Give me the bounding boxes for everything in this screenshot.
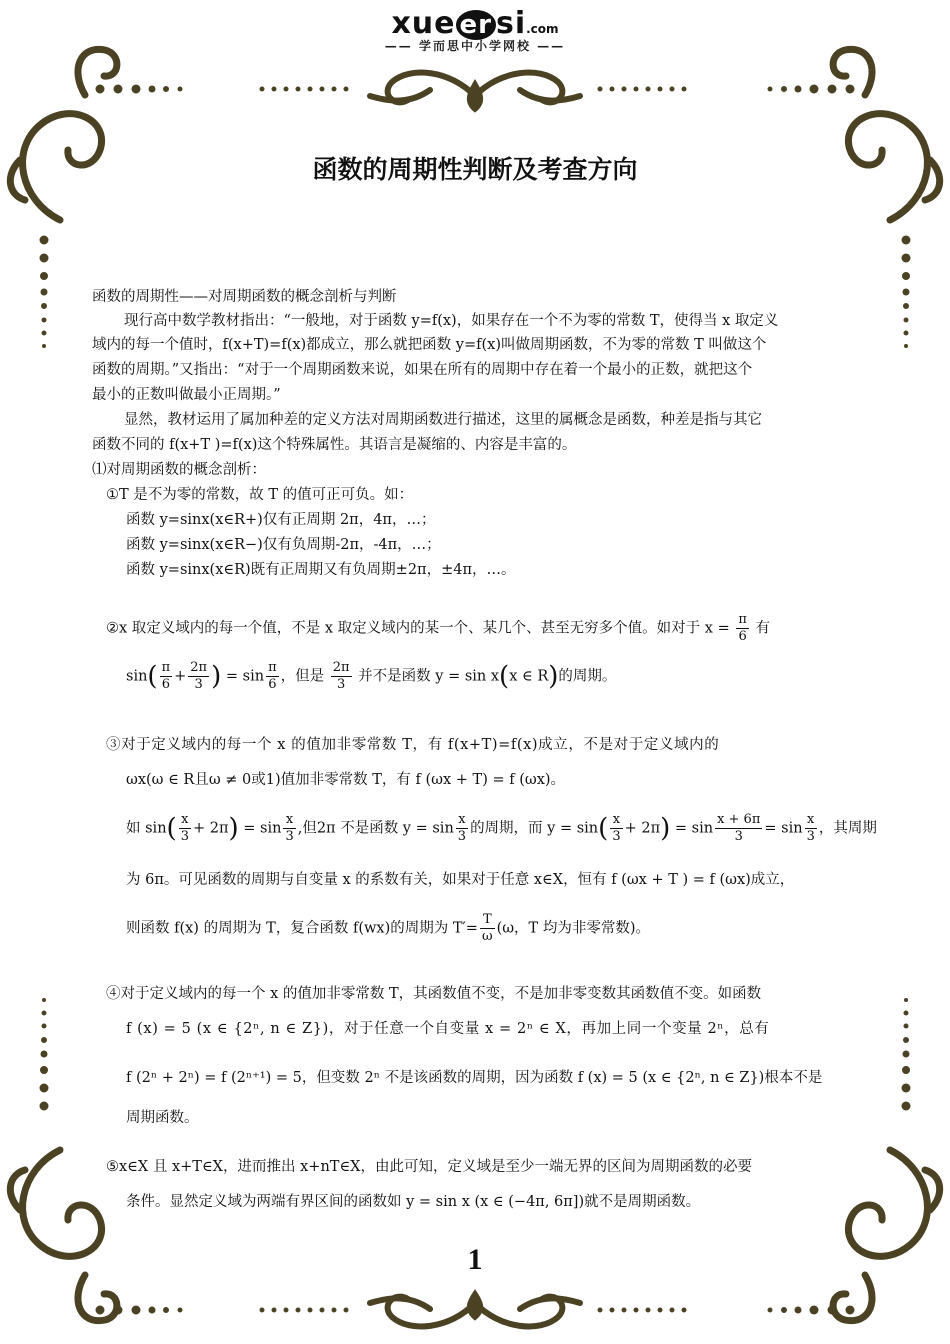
page-number: 1 bbox=[467, 1243, 483, 1276]
paragraph-2-line-2: 函数不同的 f(x+T )=f(x)这个特殊属性。其语言是凝缩的、内容是丰富的。 bbox=[92, 437, 577, 453]
paragraph-1-line-2: 域内的每一个值时，f(x+T)=f(x)都成立，那么就把函数 y=f(x)叫做周期函数，不为零的常数 T 叫做这个 bbox=[92, 337, 767, 353]
right-side-dots bbox=[902, 236, 910, 1110]
top-dots-left bbox=[96, 85, 348, 93]
item-4-line-3: f (2ⁿ + 2ⁿ) = f (2ⁿ⁺¹) = 5，但变数 2ⁿ 不是该函数的周期，因为函数 f (x) = 5 (x ∈ {2ⁿ, n ∈ Z})根本不是 bbox=[126, 1070, 823, 1086]
paragraph-1-line-1: 现行高中数学教材指出：“一般地，对于函数 y=f(x)，如果存在一个不为零的常数 T，使得当 x 取定义 bbox=[124, 313, 779, 329]
item-5-line-1: ⑤x∈X 且 x+T∈X，进而推出 x+nT∈X，由此可知，定义域是至少一端无界的区间为周期函数的必要 bbox=[106, 1159, 753, 1175]
logo-er: er bbox=[456, 10, 496, 40]
site-logo bbox=[0, 6, 950, 54]
logo-right: si bbox=[495, 6, 527, 41]
corner-scroll-tr bbox=[833, 49, 940, 220]
item-2-line-1: ②x 取定义域内的每一个值，不是 x 取定义域内的某一个、某几个、甚至无穷多个值。如对于 x = $\frac{\pi}{6}$ 有 bbox=[106, 612, 770, 644]
item-4-line-4: 周期函数。 bbox=[126, 1110, 199, 1126]
logo-domain: .com bbox=[526, 22, 559, 36]
item-1-example-a: 函数 y=sinx(x∈R+)仅有正周期 2π，4π，…； bbox=[126, 512, 436, 528]
item-2-line-2: sin( $\frac{\pi}{6}$ + $\frac{2\pi}{3}$ ) = sin $\frac{\pi}{6}$ ，但是 $\frac{2\pi}{3}$ 并不是函数 y = sin x(x ∈ R)的周期。 bbox=[126, 660, 617, 692]
item-3-line-2: ωx(ω ∈ R且ω ≠ 0或1)值加非零常数 T，有 f (ωx + T) = f (ωx)。 bbox=[126, 772, 566, 788]
logo-left: xue bbox=[391, 6, 456, 41]
paragraph-2-line-1: 显然，教材运用了属加种差的定义方法对周期函数进行描述，这里的属概念是函数，种差是指与其它 bbox=[124, 412, 762, 428]
item-1: ①T 是不为零的常数，故 T 的值可正可负。如： bbox=[106, 487, 414, 503]
item-3-line-4: 为 6π。可见函数的周期与自变量 x 的系数有关，如果对于任意 x∈X，恒有 f (ωx + T ) = f (ωx)成立， bbox=[126, 872, 795, 888]
item-3-line-3: 如 sin( $\frac{x}{3}$ + 2π) = sin $\frac{x}{3}$ ,但2π 不是函数 y = sin $\frac{x}{3}$ 的周期，而 y = sin( $\frac{x}{3}$ + 2π) = sin $\frac{x + 6\pi}{3}$ = sin $\frac{x}{3}$ ，其周期 bbox=[126, 812, 877, 844]
item-4-line-1: ④对于定义域内的每一个 x 的值加非零常数 T，其函数值不变，不是加非零变数其函数值不变。如函数 bbox=[106, 986, 762, 1002]
subsection-heading: ⑴对周期函数的概念剖析： bbox=[92, 462, 266, 478]
section-heading: 函数的周期性——对周期函数的概念剖析与判断 bbox=[92, 289, 397, 305]
fraction-pi-over-6: $\frac{\pi}{6}$ bbox=[738, 612, 747, 644]
corner-scroll-bl bbox=[10, 1150, 117, 1321]
corner-scroll-br bbox=[833, 1150, 940, 1321]
item-1-example-b: 函数 y=sinx(x∈R−)仅有负周期-2π，-4π，…； bbox=[126, 537, 441, 553]
item-5-line-2: 条件。显然定义域为两端有界区间的函数如 y = sin x (x ∈ (−4π, 6π])就不是周期函数。 bbox=[126, 1194, 701, 1210]
corner-scroll-tl bbox=[10, 49, 117, 220]
top-dots-right bbox=[598, 85, 854, 93]
item-4-line-2: f (x) = 5 (x ∈ {2ⁿ, n ∈ Z})，对于任意一个自变量 x = 2ⁿ ∈ X，再加上同一个变量 2ⁿ，总有 bbox=[126, 1021, 770, 1037]
item-3-line-1: ③对于定义域内的每一个 x 的值加非零常数 T，有 f(x+T)=f(x)成立，不是对于定义域内的 bbox=[106, 737, 720, 753]
item-3-line-5: 则函数 f(x) 的周期为 T，复合函数 f(wx)的周期为 T′= $\frac{T}{\omega}$ (ω，T 均为非零常数)。 bbox=[126, 912, 650, 944]
paragraph-1-line-3: 函数的周期。”又指出：“对于一个周期函数来说，如果在所有的周期中存在着一个最小的正数，就把这个 bbox=[92, 362, 753, 378]
paragraph-1-line-4: 最小的正数叫做最小正周期。” bbox=[92, 387, 281, 403]
item-1-example-c: 函数 y=sinx(x∈R)既有正周期又有负周期±2π，±4π，…。 bbox=[126, 562, 516, 578]
logo-subtitle: —— 学而思中小学网校 —— bbox=[384, 39, 566, 53]
left-side-dots bbox=[40, 236, 48, 1110]
page-title: 函数的周期性判断及考查方向 bbox=[312, 155, 638, 184]
